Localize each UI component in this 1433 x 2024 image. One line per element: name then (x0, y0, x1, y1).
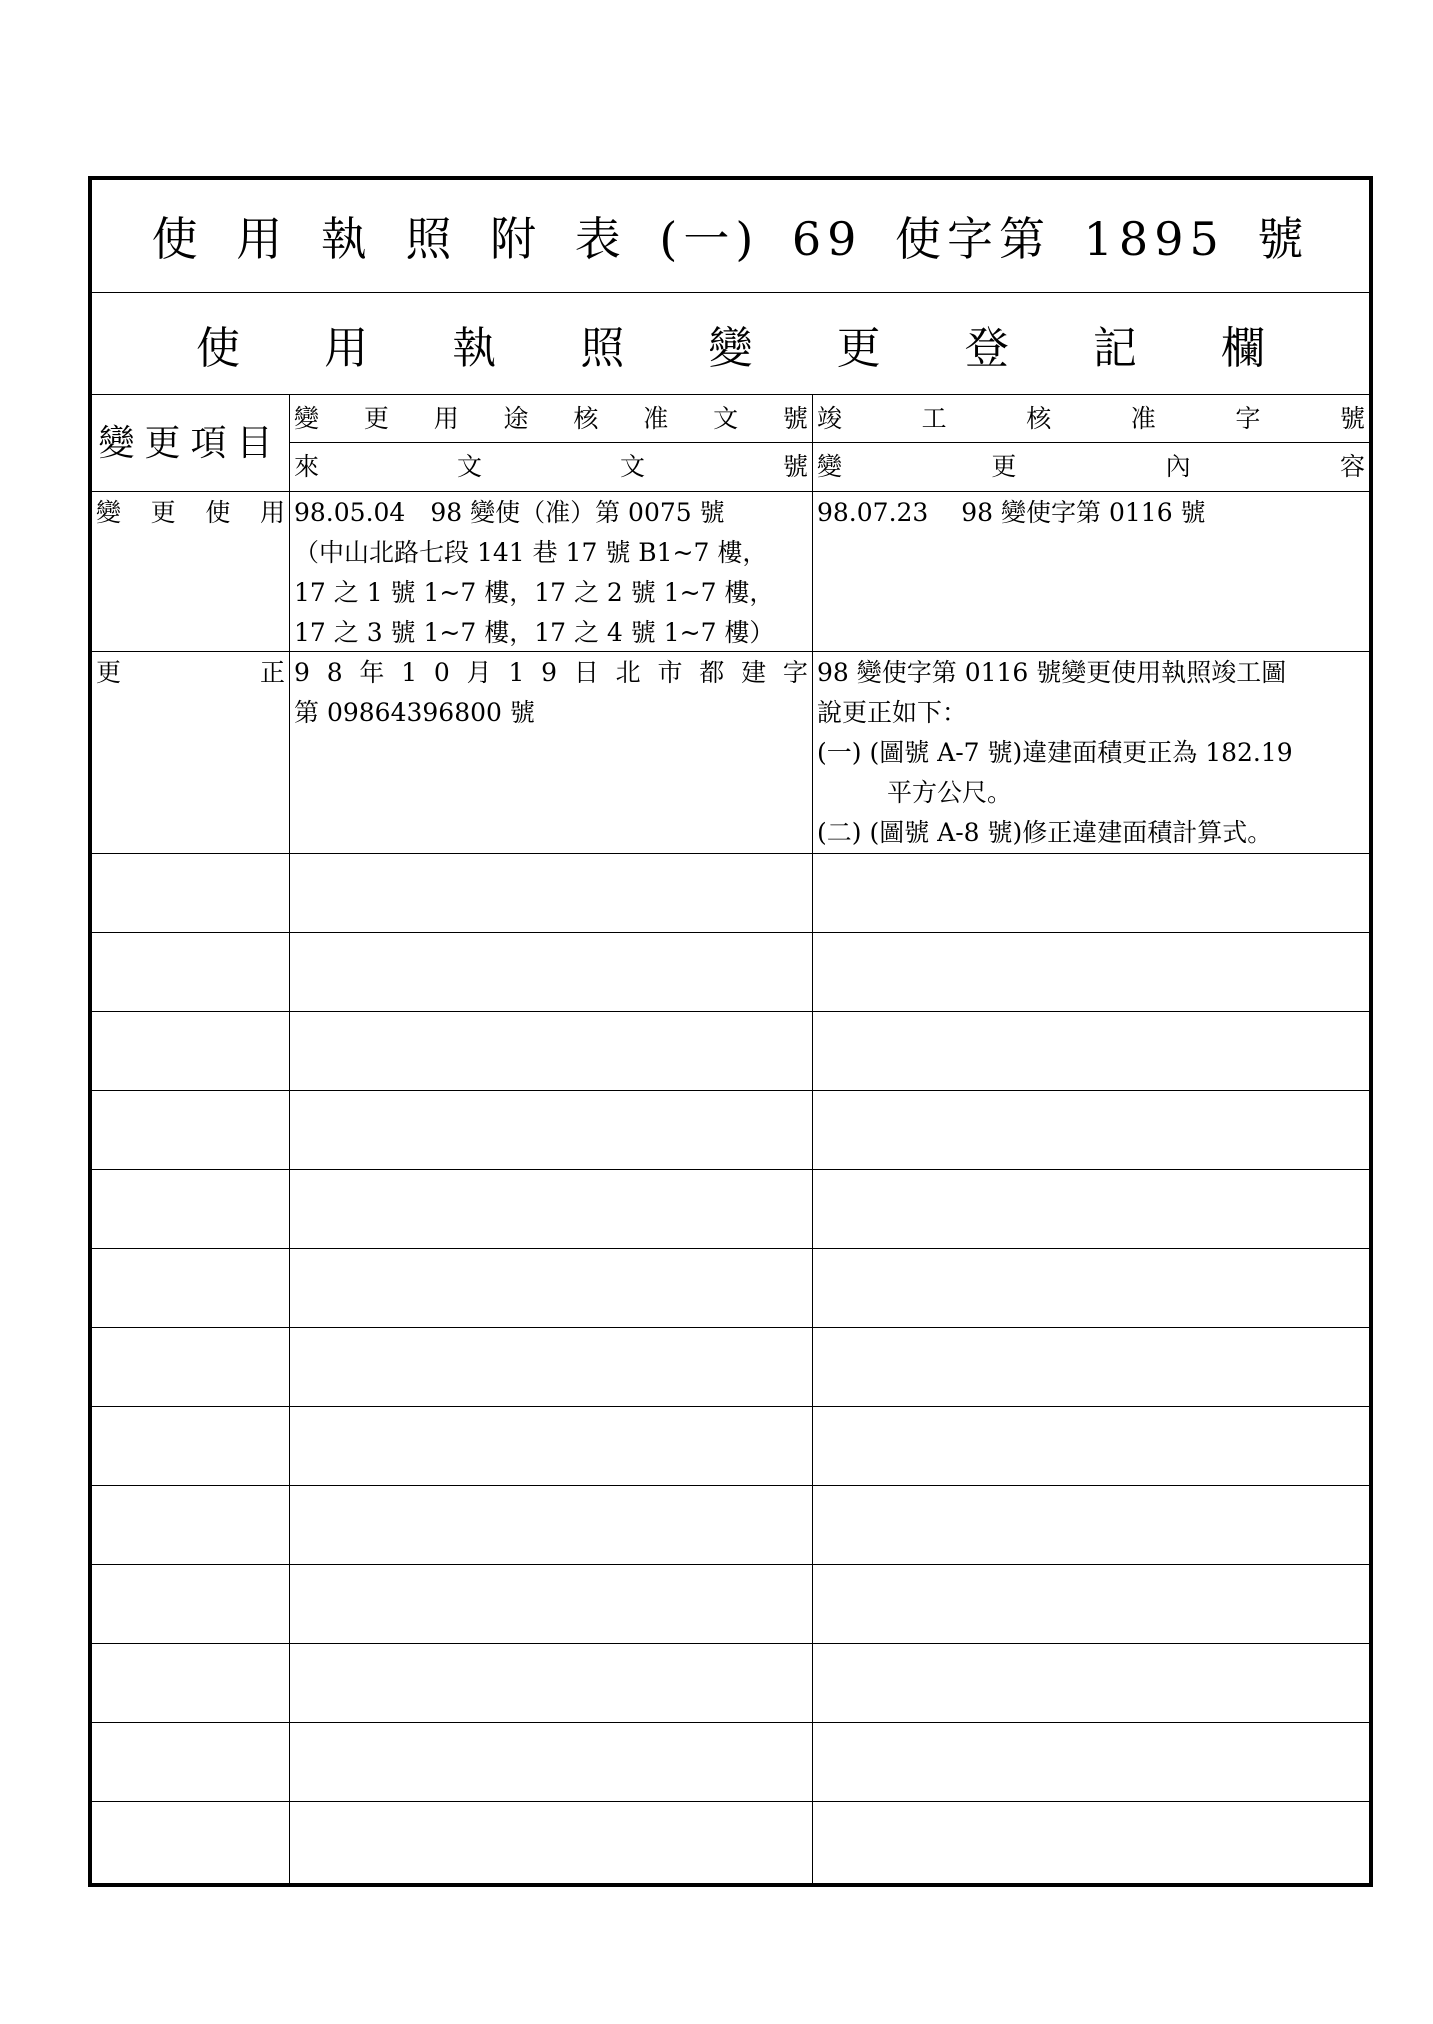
item-char: 變 (96, 498, 122, 527)
header-char: 用 (433, 404, 459, 433)
doc-char: 字 (782, 658, 808, 687)
header-char: 途 (503, 404, 529, 433)
content-line: 平方公尺。 (887, 778, 1013, 807)
content-line: (二) (圖號 A-8 號)修正違建面積計算式。 (817, 818, 1273, 847)
header-char: 更 (363, 404, 389, 433)
subtitle-char: 登 (964, 323, 1009, 374)
doc-char: 8 (326, 658, 343, 687)
item-char: 正 (259, 658, 285, 687)
item-char: 更 (150, 498, 176, 527)
subtitle-char: 使 (196, 323, 240, 374)
divider (92, 651, 1369, 652)
content-line: 98 變使字第 0116 號變更使用執照竣工圖 (817, 658, 1287, 687)
empty-row-line (92, 1801, 1369, 1802)
header-item-label: 變更項目 (98, 422, 283, 464)
subtitle-char: 欄 (1221, 323, 1265, 374)
header-char: 號 (782, 452, 808, 481)
header-char: 核 (573, 404, 599, 433)
header-change-content (813, 443, 1369, 491)
divider (92, 292, 1369, 293)
empty-row-line (92, 1011, 1369, 1012)
empty-row-line (92, 1722, 1369, 1723)
row1-approval-doc: 98.05.04 98 變使（准）第 0075 號 （中山北路七段 141 巷 17 號 B1~7 樓， 17 之 1 號 1~7 樓，17 之 2 號 1~7 樓， 17 之 3 號 1~7 樓，17 之 4 號 1~7 樓） (294, 498, 775, 647)
header-char: 文 (619, 452, 645, 481)
doc-char: 都 (699, 658, 725, 687)
row2-incoming-doc (290, 653, 812, 733)
header-char: 核 (1026, 404, 1052, 433)
header-char: 文 (713, 404, 739, 433)
header-char: 號 (1339, 404, 1365, 433)
document-title: 使 用 執 照 附 表 (一) 69 使字第 1895 號 (151, 212, 1310, 266)
header-approval-doc-no (290, 395, 812, 442)
header-char: 內 (1165, 452, 1191, 481)
subtitle-char: 記 (1092, 323, 1137, 374)
item-char: 用 (259, 498, 285, 527)
header-char: 來 (294, 452, 320, 481)
section-title (196, 294, 1265, 394)
header-char: 字 (1235, 404, 1261, 433)
doc-char: 0 (433, 658, 450, 687)
doc-char: 月 (466, 658, 492, 687)
subtitle-char: 執 (452, 323, 497, 374)
header-char: 變 (817, 452, 843, 481)
empty-row-line (92, 1327, 1369, 1328)
row2-doc-line2: 第 09864396800 號 (294, 698, 535, 727)
subtitle-char: 變 (708, 323, 753, 374)
doc-char: 9 (294, 658, 310, 687)
doc-char: 北 (615, 658, 641, 687)
header-char: 更 (991, 452, 1017, 481)
subtitle-char: 用 (324, 323, 369, 374)
doc-char: 年 (359, 658, 385, 687)
content-line: 說更正如下： (817, 698, 968, 727)
doc-char: 9 (541, 658, 558, 687)
subtitle-char: 更 (836, 323, 881, 374)
header-char: 准 (1130, 404, 1156, 433)
header-char: 變 (294, 404, 320, 433)
empty-row-line (92, 1643, 1369, 1644)
empty-row-line (92, 1485, 1369, 1486)
row-item-change-use (92, 493, 289, 533)
empty-row-line (92, 1564, 1369, 1565)
row2-change-content (813, 653, 1369, 853)
doc-char: 1 (508, 658, 525, 687)
divider (92, 853, 1369, 854)
empty-row-line (92, 1169, 1369, 1170)
empty-row-line (92, 932, 1369, 933)
doc-char: 日 (573, 658, 599, 687)
empty-row-line (92, 1090, 1369, 1091)
item-char: 使 (205, 498, 231, 527)
header-char: 竣 (817, 404, 843, 433)
doc-char: 市 (657, 658, 683, 687)
doc-char: 1 (401, 658, 418, 687)
content-line: (一) (圖號 A-7 號)違建面積更正為 182.19 (817, 738, 1293, 767)
header-char: 容 (1339, 452, 1365, 481)
header-char: 號 (782, 404, 808, 433)
header-char: 工 (921, 404, 947, 433)
header-char: 文 (456, 452, 482, 481)
empty-row-line (92, 1406, 1369, 1407)
doc-char: 建 (741, 658, 767, 687)
header-completion-no (813, 395, 1369, 442)
row-item-correction (92, 653, 289, 693)
row1-completion-no: 98.07.23 98 變使字第 0116 號 (817, 498, 1206, 527)
row2-doc-line1 (290, 653, 812, 693)
header-incoming-doc-no (290, 443, 812, 491)
empty-row-line (92, 1248, 1369, 1249)
subtitle-char: 照 (580, 323, 625, 374)
license-table (88, 176, 1373, 1887)
header-char: 准 (643, 404, 669, 433)
item-char: 更 (96, 658, 122, 687)
